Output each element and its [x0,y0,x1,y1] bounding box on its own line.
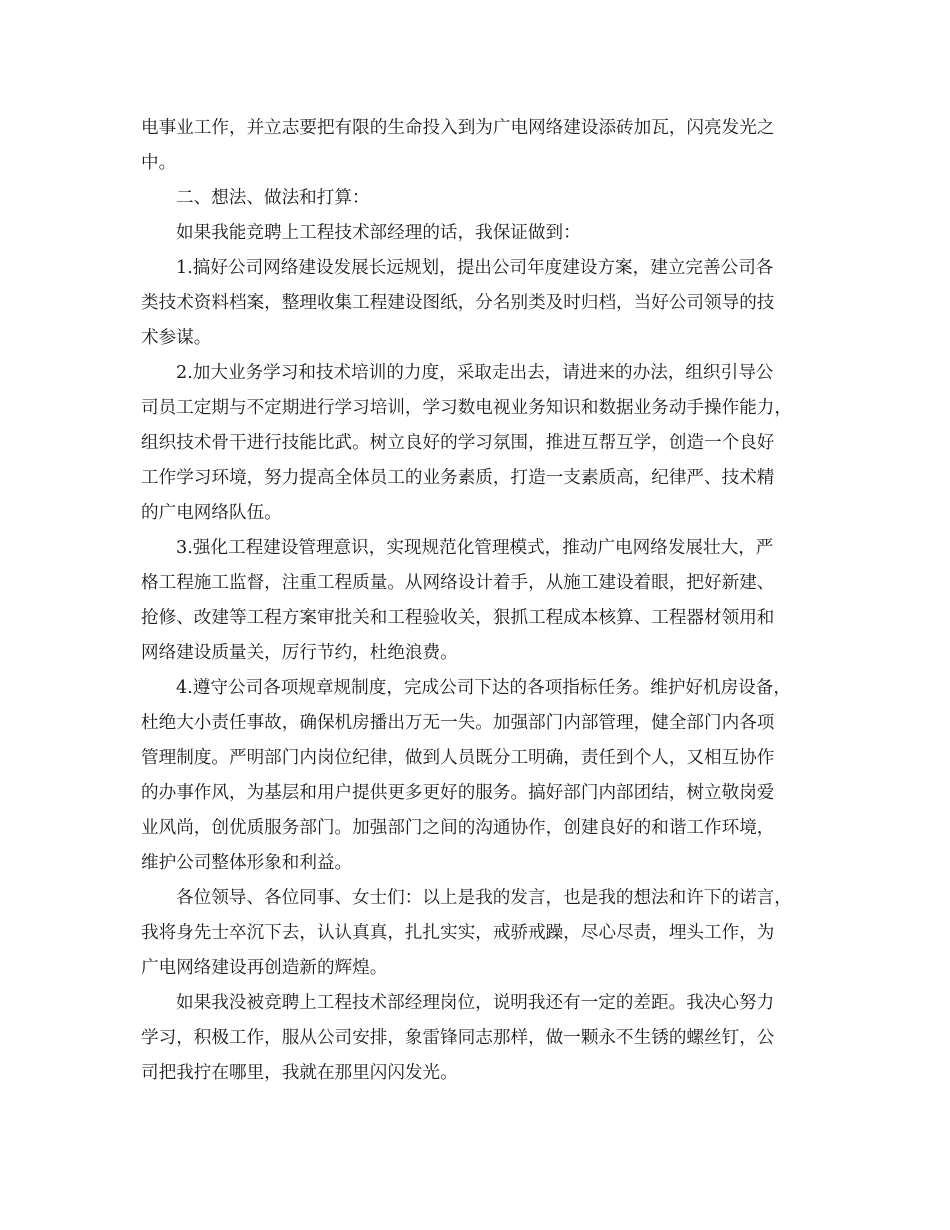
text-line: 电事业工作，并立志要把有限的生命投入到为广电网络建设添砖加瓦，闪亮发光之 [141,118,775,138]
text-line: 的办事作风，为基层和用户提供更多更好的服务。搞好部门内部团结，树立敬岗爱 [141,783,775,803]
text-line: 格工程施工监督，注重工程质量。从网络设计着手，从施工建设着眼，把好新建、 [141,573,775,593]
text-line: 中。 [141,153,177,173]
list-item-start: 1.搞好公司网络建设发展长远规划，提出公司年度建设方案，建立完善公司各 [176,258,774,278]
paragraph-start: 如果我没被竞聘上工程技术部经理岗位，说明我还有一定的差距。我决心努力 [176,993,775,1013]
text-line: 杜绝大小责任事故，确保机房播出万无一失。加强部门内部管理，健全部门内各项 [141,713,775,733]
paragraph-start: 各位领导、各位同事、女士们：以上是我的发言，也是我的想法和许下的诺言， [176,888,792,908]
text-line: 维护公司整体形象和利益。 [141,853,353,873]
text-line: 业风尚，创优质服务部门。加强部门之间的沟通协作，创建良好的和谐工作环境， [141,818,775,838]
text-line: 术参谋。 [141,328,212,348]
text-line: 司员工定期与不定期进行学习培训，学习数电视业务知识和数据业务动手操作能力， [141,398,792,418]
text-line: 网络建设质量关，厉行节约，杜绝浪费。 [141,643,458,663]
text-line: 类技术资料档案，整理收集工程建设图纸，分名别类及时归档，当好公司领导的技 [141,293,775,313]
text-line: 抢修、改建等工程方案审批关和工程验收关，狠抓工程成本核算、工程器材领用和 [141,608,775,628]
text-line: 如果我能竞聘上工程技术部经理的话，我保证做到： [176,223,581,243]
text-line: 工作学习环境，努力提高全体员工的业务素质，打造一支素质高，纪律严、技术精 [141,468,775,488]
text-line: 组织技术骨干进行技能比武。树立良好的学习氛围，推进互帮互学，创造一个良好 [141,433,775,453]
list-item-start: 3.强化工程建设管理意识，实现规范化管理模式，推动广电网络发展壮大，严 [176,538,774,558]
text-line: 的广电网络队伍。 [141,503,282,523]
text-line: 司把我拧在哪里，我就在那里闪闪发光。 [141,1063,458,1083]
text-line: 我将身先士卒沉下去，认认真真，扎扎实实，戒骄戒躁，尽心尽责，埋头工作，为 [141,923,775,943]
section-heading: 二、想法、做法和打算： [176,188,370,208]
list-item-start: 4.遵守公司各项规章规制度，完成公司下达的各项指标任务。维护好机房设备， [176,678,791,698]
text-line: 学习，积极工作，服从公司安排，象雷锋同志那样，做一颗永不生锈的螺丝钉，公 [141,1028,775,1048]
text-line: 管理制度。严明部门内岗位纪律，做到人员既分工明确，责任到个人，又相互协作 [141,748,775,768]
list-item-start: 2.加大业务学习和技术培训的力度，采取走出去，请进来的办法，组织引导公 [176,363,774,383]
text-line: 广电网络建设再创造新的辉煌。 [141,958,388,978]
